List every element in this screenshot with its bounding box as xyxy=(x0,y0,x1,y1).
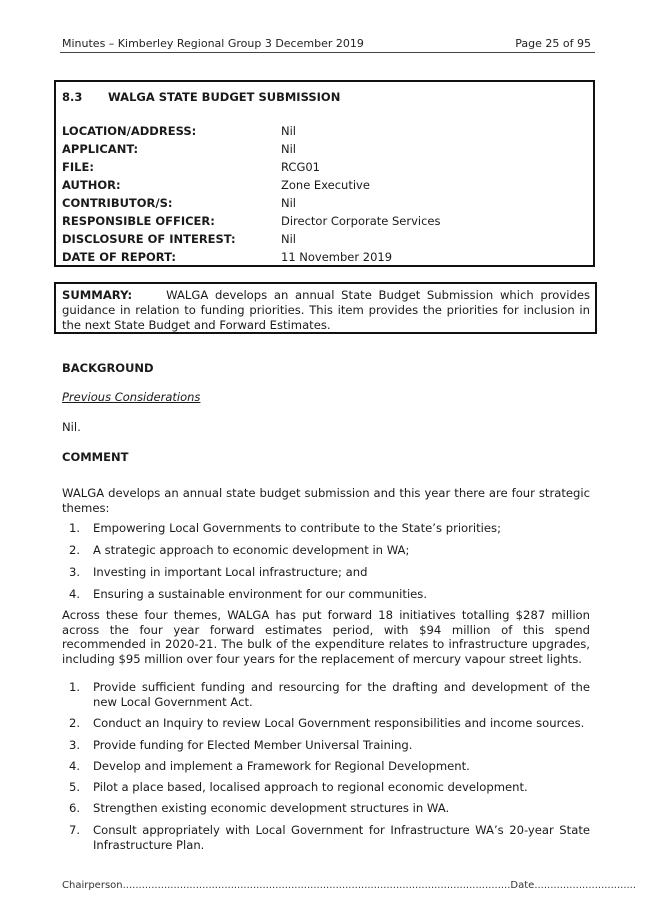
item-number: 8.3 xyxy=(62,90,83,104)
field-value: 11 November 2019 xyxy=(281,250,393,264)
summary-text: WALGA develops an annual State Budget Submission which provides guidance in relation to funding priorities. This item provides the priorities for inclusion in the next State Budget and Forward Estimates. xyxy=(62,288,590,332)
field-value: RCG01 xyxy=(281,160,320,174)
list-number: 4. xyxy=(69,587,81,601)
list-number: 6. xyxy=(69,801,81,815)
list-number: 5. xyxy=(69,780,81,794)
summary-label: SUMMARY: xyxy=(62,288,133,302)
field-value: Nil xyxy=(281,196,296,210)
summary-paragraph xyxy=(62,288,590,333)
list-text: Provide sufficient funding and resourcing for the drafting and development of the new Local Government Act. xyxy=(93,680,590,709)
field-label: LOCATION/ADDRESS: xyxy=(62,124,197,138)
field-label: DISCLOSURE OF INTEREST: xyxy=(62,232,236,246)
list-item xyxy=(62,587,590,602)
list-item xyxy=(62,759,590,774)
field-value: Nil xyxy=(281,142,296,156)
field-value: Nil xyxy=(281,232,296,246)
list-text: Ensuring a sustainable environment for our communities. xyxy=(93,587,428,601)
field-label: CONTRIBUTOR/S: xyxy=(62,196,173,210)
list-text: A strategic approach to economic development in WA; xyxy=(93,543,410,557)
list-item xyxy=(62,780,590,795)
list-number: 2. xyxy=(69,543,81,557)
header-rule xyxy=(60,52,595,53)
list-item xyxy=(62,716,590,731)
list-item xyxy=(62,823,590,852)
comment-body: Across these four themes, WALGA has put forward 18 initiatives totalling $287 million across the four year forward estimates period, with $94 million of this spend recommended in 2020-21. The bulk of the expenditure relates to infrastructure upgrades, including $95 million over four years for the replacement of mercury vapour street lights. xyxy=(62,608,590,666)
field-label: APPLICANT: xyxy=(62,142,139,156)
list-text: Develop and implement a Framework for Regional Development. xyxy=(93,759,470,773)
list-item xyxy=(62,680,590,709)
list-number: 4. xyxy=(69,759,81,773)
list-number: 1. xyxy=(69,521,81,535)
list-item xyxy=(62,801,590,816)
list-text: Pilot a place based, localised approach to regional economic development. xyxy=(93,780,528,794)
comment-intro: WALGA develops an annual state budget submission and this year there are four strategic themes: xyxy=(62,486,590,515)
previous-considerations-heading: Previous Considerations xyxy=(62,390,201,404)
list-item xyxy=(62,738,590,753)
background-text: Nil. xyxy=(62,420,81,434)
list-item xyxy=(62,521,590,536)
list-number: 3. xyxy=(69,738,81,752)
list-item xyxy=(62,543,590,558)
field-value: Zone Executive xyxy=(281,178,370,192)
list-number: 3. xyxy=(69,565,81,579)
field-label: DATE OF REPORT: xyxy=(62,250,176,264)
background-heading: BACKGROUND xyxy=(62,361,154,375)
item-title: WALGA STATE BUDGET SUBMISSION xyxy=(108,90,341,104)
list-text: Strengthen existing economic development structures in WA. xyxy=(93,801,450,815)
field-value: Director Corporate Services xyxy=(281,214,441,228)
header-title: Minutes – Kimberley Regional Group 3 December 2019 xyxy=(62,37,364,50)
list-text: Investing in important Local infrastructure; and xyxy=(93,565,368,579)
list-text: Consult appropriately with Local Government for Infrastructure WA’s 20-year State Infrastructure Plan. xyxy=(93,823,590,852)
list-number: 1. xyxy=(69,680,81,694)
field-label: FILE: xyxy=(62,160,94,174)
signature-footer: Chairperson..........................................................................................................................Date................................ xyxy=(62,880,637,891)
field-value: Nil xyxy=(281,124,296,138)
header-page-number: Page 25 of 95 xyxy=(515,37,591,50)
list-text: Provide funding for Elected Member Universal Training. xyxy=(93,738,413,752)
field-label: RESPONSIBLE OFFICER: xyxy=(62,214,215,228)
list-number: 7. xyxy=(69,823,81,837)
field-label: AUTHOR: xyxy=(62,178,121,192)
list-number: 2. xyxy=(69,716,81,730)
comment-heading: COMMENT xyxy=(62,450,129,464)
list-text: Empowering Local Governments to contribute to the State’s priorities; xyxy=(93,521,501,535)
list-item xyxy=(62,565,590,580)
list-text: Conduct an Inquiry to review Local Government responsibilities and income sources. xyxy=(93,716,585,730)
